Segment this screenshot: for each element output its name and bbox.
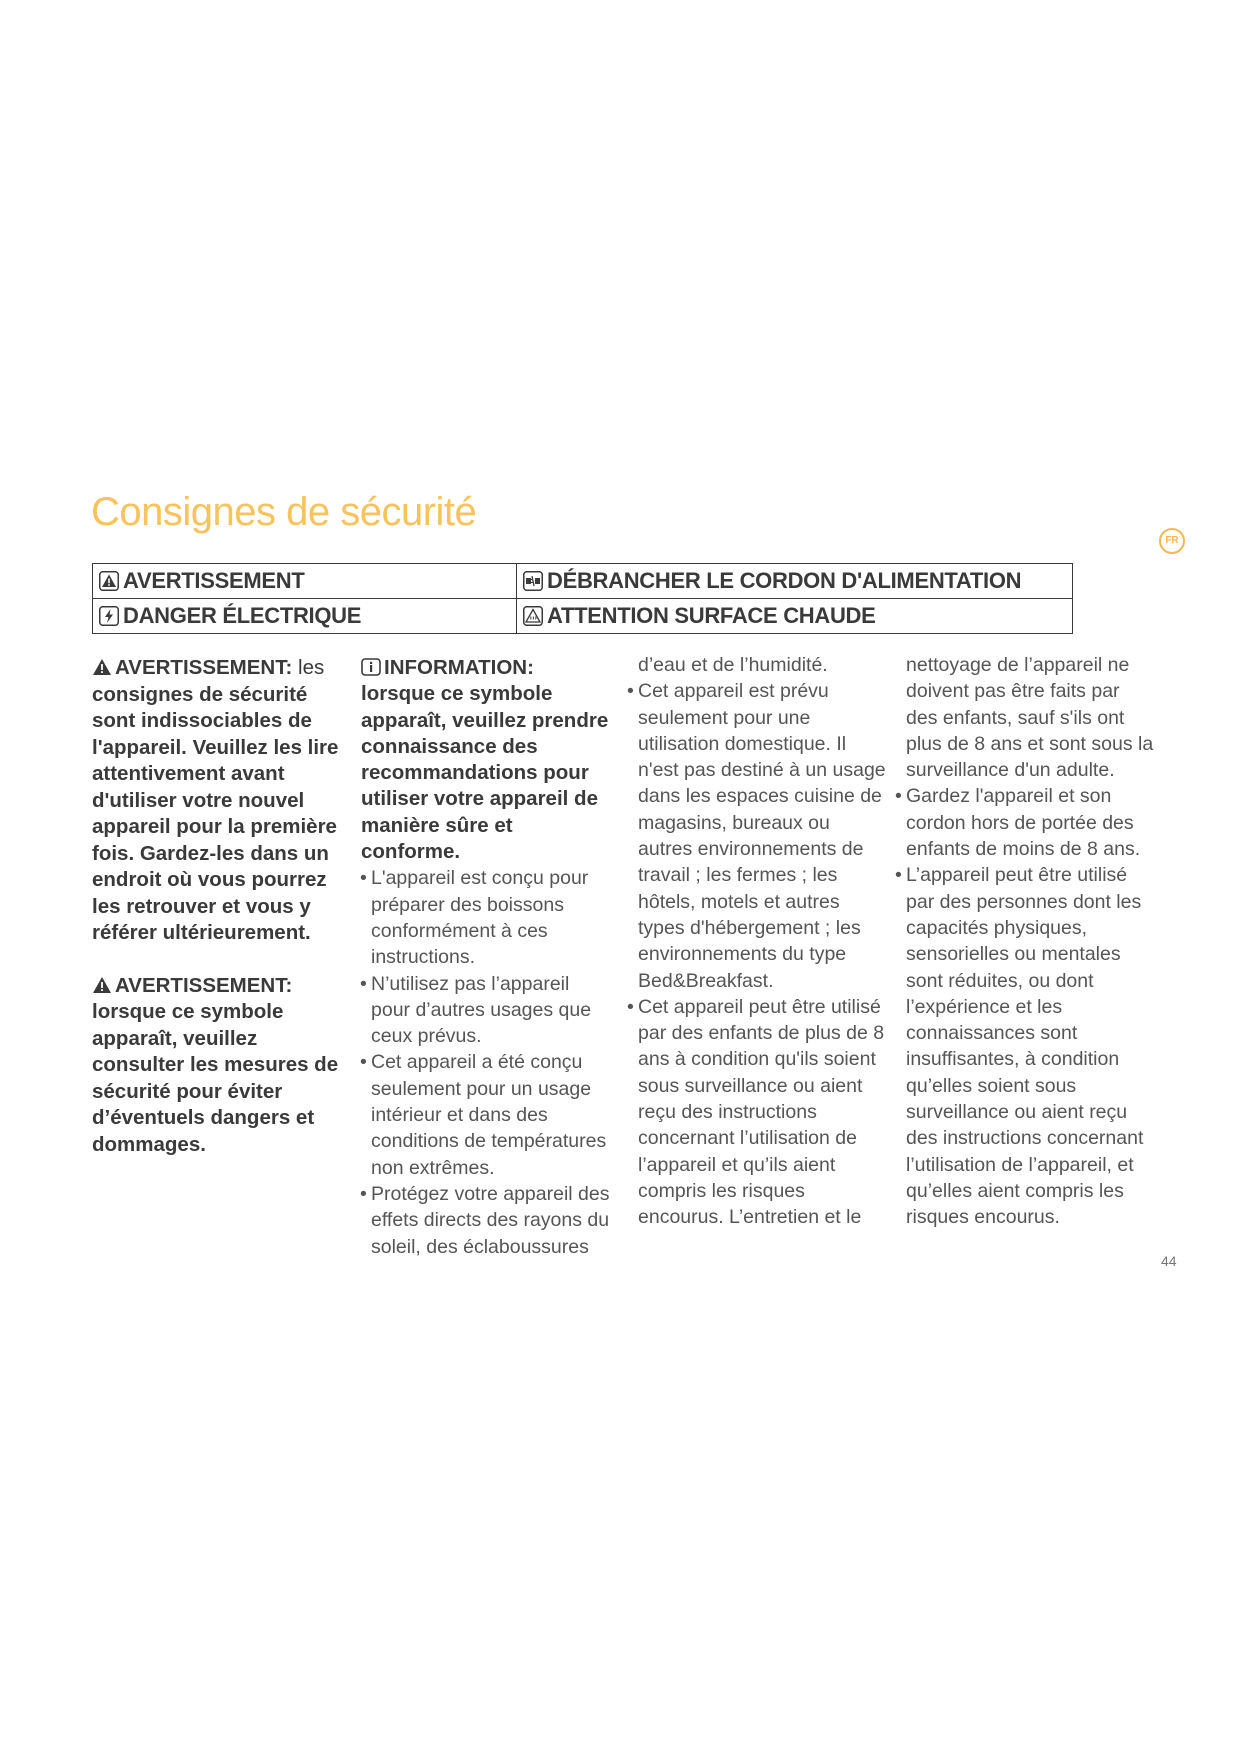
info-icon [361,658,381,676]
legend-label-warning: AVERTISSEMENT [123,568,305,593]
list-item: • L'appareil est conçu pour préparer des boissons conformément à ces instructions. [361,865,611,970]
safety-list [628,678,888,1230]
continued-text: nettoyage de l’appareil ne doivent pas être faits par des enfants, sauf s'ils ont plus de 8 ans et sont sous la surveillance d'un adulte. [906,654,1154,782]
list-item: • Cet appareil peut être utilisé par des enfants de plus de 8 ans à condition qu'ils soient sous surveillance ou aient reçu des instructions concernant l’utilisation de l’appareil et qu’ils aient compris les risques encourus. L’entretien et le [628,994,888,1231]
legend-label-unplug: DÉBRANCHER LE CORDON D'ALIMENTATION [547,568,1022,593]
legend-cell-electric [93,599,517,634]
column-information [361,655,611,1260]
legend-cell-warning [93,564,517,599]
list-item: • Cet appareil est prévu seulement pour une utilisation domestique. Il n'est pas destiné à un usage dans les espaces cuisine de magasins, bureaux ou autres environnements de travail ; les fermes ; les hôtels, motels et autres types d'hébergement ; les environnements du type Bed&Breakfast. [628,678,888,994]
warning-text: consignes de sécurité sont indissociables de l'appareil. Veuillez les lire attentivement avant d'utiliser votre nouvel appareil pour la première fois. Gardez-les dans un endroit où vous pourrez les retrouver et vous y référer ultérieurement. [92,682,339,944]
warning-triangle-icon [92,658,112,676]
warning-paragraph-2 [92,973,342,1159]
safety-list [896,783,1156,1230]
warning-text: lorsque ce symbole apparaît, veuillez consulter les mesures de sécurité pour éviter d’éventuels dangers et dommages. [92,1000,339,1156]
symbol-legend-table [92,563,1073,634]
list-item: • Gardez l'appareil et son cordon hors de portée des enfants de moins de 8 ans. [896,783,1156,862]
legend-row [93,599,1073,634]
column-warnings [92,655,342,1158]
warning-paragraph-1 [92,655,342,947]
warning-first-word: les [298,656,325,679]
page-number: 44 [1161,1253,1177,1269]
information-paragraph [361,655,611,865]
column-usage [638,652,888,1231]
warning-triangle-icon [92,976,112,994]
legend-label-hot-surface: ATTENTION SURFACE CHAUDE [547,603,876,628]
unplug-icon [523,571,543,591]
legend-cell-unplug [517,564,1073,599]
warning-keyword: AVERTISSEMENT: [115,656,293,679]
list-item: • N’utilisez pas l’appareil pour d’autres usages que ceux prévus. [361,971,611,1050]
language-badge: FR [1159,528,1185,554]
legend-label-electric: DANGER ÉLECTRIQUE [123,603,362,628]
list-item: • L’appareil peut être utilisé par des personnes dont les capacités physiques, sensorielles ou mentales sont réduites, ou dont l’expérience et les connaissances sont insuffisantes, à condition qu’elles soient sous surveillance ou aient reçu des instructions concernant l’utilisation de l’appareil, et qu’elles aient compris les risques encourus. [896,862,1156,1230]
continued-text: d’eau et de l’humidité. [638,654,828,676]
legend-row [93,564,1073,599]
safety-list [361,865,611,1259]
warning-triangle-icon [99,571,119,591]
column-children [906,652,1156,1231]
legend-cell-hot-surface [517,599,1073,634]
hot-surface-icon [523,606,543,626]
page-title: Consignes de sécurité [91,490,477,534]
warning-keyword: AVERTISSEMENT: [115,973,293,997]
information-keyword: INFORMATION: [384,656,534,679]
information-text: lorsque ce symbole apparaît, veuillez prendre connaissance des recommandations pour utiliser votre appareil de manière sûre et conforme. [361,682,609,864]
list-item: • Cet appareil a été conçu seulement pour un usage intérieur et dans des conditions de températures non extrêmes. [361,1049,611,1180]
electric-danger-icon [99,606,119,626]
list-item: • Protégez votre appareil des effets directs des rayons du soleil, des éclaboussures [361,1181,611,1260]
